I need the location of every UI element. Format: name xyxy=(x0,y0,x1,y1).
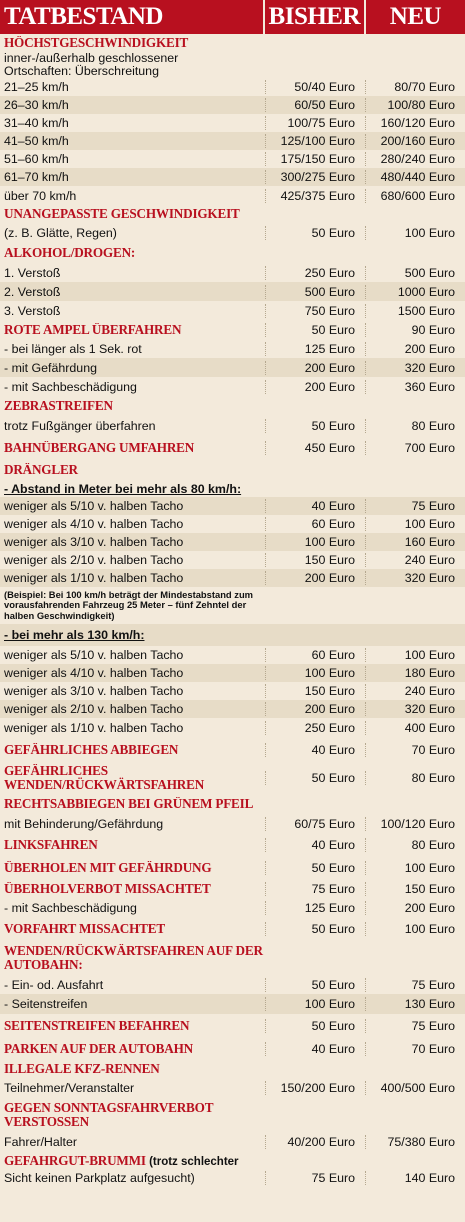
fine-old: 425/375 Euro xyxy=(265,189,365,203)
header-offense: TATBESTAND xyxy=(4,3,163,30)
fine-new: 480/440 Euro xyxy=(365,170,465,184)
fine-new: 80 Euro xyxy=(365,419,465,433)
row-label-text: - mit Sachbeschädigung xyxy=(4,901,137,915)
table-header xyxy=(0,0,465,34)
row-label xyxy=(0,342,265,356)
fine-new: 80 Euro xyxy=(365,771,465,785)
table-row xyxy=(0,1152,465,1170)
table-row xyxy=(0,320,465,340)
fine-new: 100/120 Euro xyxy=(365,817,465,831)
fine-new: 70 Euro xyxy=(365,743,465,757)
fine-new: 1000 Euro xyxy=(365,285,465,299)
fine-new: 320 Euro xyxy=(365,571,465,585)
row-label-text: weniger als 2/10 v. halben Tacho xyxy=(4,553,184,567)
fine-new: 500 Euro xyxy=(365,266,465,280)
table-row xyxy=(0,51,465,64)
table-body xyxy=(0,34,465,1185)
row-label-text: 31–40 km/h xyxy=(4,116,69,130)
fine-old: 100 Euro xyxy=(265,535,365,549)
row-label xyxy=(0,535,265,549)
table-row xyxy=(0,879,465,898)
row-label-text: weniger als 3/10 v. halben Tacho xyxy=(4,535,184,549)
table-row xyxy=(0,814,465,833)
header-new: NEU xyxy=(364,0,465,34)
fine-new: 280/240 Euro xyxy=(365,152,465,166)
row-label-text: (Beispiel: Bei 100 km/h beträgt der Mindestabstand zum vorausfahrenden Fahrzeug 25 Meter – fünf Zehntel der halben Geschwindigkeit) xyxy=(4,589,254,621)
row-label xyxy=(0,1042,265,1056)
fine-new: 90 Euro xyxy=(365,323,465,337)
row-label xyxy=(0,1101,265,1129)
row-label xyxy=(0,441,265,455)
fine-old: 100 Euro xyxy=(265,666,365,680)
table-row xyxy=(0,1132,465,1152)
row-label xyxy=(0,80,265,94)
row-label xyxy=(0,721,265,735)
table-row xyxy=(0,587,465,624)
row-label-text: - Seitenstreifen xyxy=(4,997,88,1011)
fine-old: 150/200 Euro xyxy=(265,1081,365,1095)
table-row xyxy=(0,940,465,975)
fine-old: 50 Euro xyxy=(265,419,365,433)
row-label xyxy=(0,36,265,50)
row-label xyxy=(0,797,265,811)
row-label xyxy=(0,648,265,662)
row-label xyxy=(0,323,265,337)
fine-old: 200 Euro xyxy=(265,702,365,716)
row-label-text: - mit Sachbeschädigung xyxy=(4,379,137,394)
row-label xyxy=(0,98,265,112)
table-row xyxy=(0,856,465,879)
row-label xyxy=(0,1062,265,1076)
fine-old: 50 Euro xyxy=(265,771,365,785)
row-label xyxy=(0,922,265,936)
row-label-text: trotz Fußgänger überfahren xyxy=(4,419,156,433)
fine-new: 100 Euro xyxy=(365,517,465,531)
row-label-text: VORFAHRT MISSACHTET xyxy=(4,922,165,936)
table-row xyxy=(0,1037,465,1060)
table-row xyxy=(0,761,465,794)
row-label-text: Fahrer/Halter xyxy=(4,1135,77,1149)
row-label xyxy=(0,399,265,413)
table-row xyxy=(0,459,465,480)
row-label xyxy=(0,285,265,299)
row-label-text: mit Behinderung/Gefährdung xyxy=(4,816,164,831)
row-label xyxy=(0,170,265,184)
table-row xyxy=(0,243,465,263)
fine-old: 50 Euro xyxy=(265,978,365,992)
row-label xyxy=(0,838,265,852)
fine-new: 80 Euro xyxy=(365,838,465,852)
fine-old: 150 Euro xyxy=(265,684,365,698)
fine-new: 360 Euro xyxy=(365,380,465,394)
table-row xyxy=(0,223,465,243)
row-label-text: (z. B. Glätte, Regen) xyxy=(4,226,117,240)
row-label-text: weniger als 3/10 v. halben Tacho xyxy=(4,684,184,698)
row-label-text: HÖCHSTGESCHWINDIGKEIT xyxy=(4,35,189,50)
fine-new: 400 Euro xyxy=(365,721,465,735)
fine-old: 75 Euro xyxy=(265,882,365,896)
fine-old: 40/200 Euro xyxy=(265,1135,365,1149)
fine-new: 80/70 Euro xyxy=(365,80,465,94)
table-row xyxy=(0,396,465,416)
row-label-text: - mit Gefährdung xyxy=(4,360,97,375)
row-label-text: 26–30 km/h xyxy=(4,98,69,112)
fine-old: 40 Euro xyxy=(265,499,365,513)
table-row xyxy=(0,682,465,700)
fine-new: 75 Euro xyxy=(365,499,465,513)
row-label xyxy=(0,764,265,792)
table-row xyxy=(0,1170,465,1185)
row-label-text: BAHNÜBERGANG UMFAHREN xyxy=(4,440,195,455)
fine-new: 320 Euro xyxy=(365,361,465,375)
fine-old: 150 Euro xyxy=(265,553,365,567)
row-label xyxy=(0,1154,265,1169)
row-label xyxy=(0,882,265,896)
table-row xyxy=(0,436,465,459)
fine-new: 100/80 Euro xyxy=(365,98,465,112)
table-row xyxy=(0,533,465,551)
table-row xyxy=(0,114,465,132)
row-label-text: weniger als 4/10 v. halben Tacho xyxy=(4,666,184,680)
row-label-text: GEFÄHRLICHES ABBIEGEN xyxy=(4,742,179,757)
table-row xyxy=(0,64,465,78)
fine-old: 40 Euro xyxy=(265,1042,365,1056)
row-label-text: weniger als 5/10 v. halben Tacho xyxy=(4,648,184,662)
row-label-text: 51–60 km/h xyxy=(4,152,69,166)
fine-old: 125/100 Euro xyxy=(265,134,365,148)
fine-old: 450 Euro xyxy=(265,441,365,455)
row-label-text: ÜBERHOLVERBOT MISSACHTET xyxy=(4,881,211,896)
fine-new: 100 Euro xyxy=(365,226,465,240)
fine-new: 130 Euro xyxy=(365,997,465,1011)
row-label-text: weniger als 1/10 v. halben Tacho xyxy=(4,571,184,585)
table-row xyxy=(0,994,465,1014)
table-row xyxy=(0,738,465,761)
row-label xyxy=(0,1019,265,1033)
row-label xyxy=(0,944,265,972)
row-label xyxy=(0,978,265,992)
fine-new: 1500 Euro xyxy=(365,304,465,318)
row-label-suffix: (trotz schlechter xyxy=(145,1155,239,1168)
row-label xyxy=(0,571,265,585)
row-label-text: 41–50 km/h xyxy=(4,134,69,148)
row-label xyxy=(0,189,265,203)
fine-old: 200 Euro xyxy=(265,361,365,375)
table-row xyxy=(0,975,465,994)
table-row xyxy=(0,78,465,96)
table-row xyxy=(0,132,465,150)
fine-old: 175/150 Euro xyxy=(265,152,365,166)
table-row xyxy=(0,664,465,682)
fine-new: 70 Euro xyxy=(365,1042,465,1056)
row-label-text: PARKEN AUF DER AUTOBAHN xyxy=(4,1041,193,1056)
table-row xyxy=(0,34,465,51)
fine-new: 200 Euro xyxy=(365,342,465,356)
fine-new: 160 Euro xyxy=(365,535,465,549)
fine-new: 150 Euro xyxy=(365,882,465,896)
table-row xyxy=(0,646,465,664)
table-row xyxy=(0,515,465,533)
table-row xyxy=(0,1098,465,1132)
table-row xyxy=(0,186,465,205)
row-label-text: ALKOHOL/DROGEN: xyxy=(4,246,136,260)
row-label xyxy=(0,901,265,915)
fine-old: 100 Euro xyxy=(265,997,365,1011)
row-label-text: Ortschaften: Überschreitung xyxy=(4,64,159,78)
row-label-text: WENDEN/RÜCKWÄRTSFAHREN AUF DER AUTOBAHN: xyxy=(4,943,263,972)
fine-old: 60 Euro xyxy=(265,648,365,662)
fine-new: 100 Euro xyxy=(365,861,465,875)
row-label xyxy=(0,380,265,394)
row-label-text: 21–25 km/h xyxy=(4,80,69,94)
row-label xyxy=(0,743,265,757)
fine-new: 180 Euro xyxy=(365,666,465,680)
fine-old: 75 Euro xyxy=(265,1171,365,1185)
row-label xyxy=(0,817,265,831)
row-label-text: 61–70 km/h xyxy=(4,170,69,184)
fine-old: 300/275 Euro xyxy=(265,170,365,184)
table-row xyxy=(0,263,465,282)
fine-old: 125 Euro xyxy=(265,342,365,356)
table-row xyxy=(0,918,465,940)
fine-new: 100 Euro xyxy=(365,922,465,936)
table-row xyxy=(0,551,465,569)
row-label-text: Teilnehmer/Veranstalter xyxy=(4,1081,135,1095)
row-label-text: weniger als 1/10 v. halben Tacho xyxy=(4,721,184,735)
fine-new: 320 Euro xyxy=(365,702,465,716)
fine-new: 680/600 Euro xyxy=(365,189,465,203)
row-label-text: ILLEGALE KFZ-RENNEN xyxy=(4,1062,160,1076)
row-label-text: DRÄNGLER xyxy=(4,462,78,477)
fine-new: 200 Euro xyxy=(365,901,465,915)
table-row xyxy=(0,377,465,396)
row-label-text: GEGEN SONNTAGSFAHRVERBOT VERSTOSSEN xyxy=(4,1101,214,1129)
row-label xyxy=(0,116,265,130)
fine-new: 100 Euro xyxy=(365,648,465,662)
table-row xyxy=(0,168,465,186)
fine-old: 50 Euro xyxy=(265,226,365,240)
row-label-text: GEFAHRGUT-BRUMMI xyxy=(4,1153,146,1168)
fine-old: 50 Euro xyxy=(265,922,365,936)
row-label xyxy=(0,702,265,716)
fine-old: 50 Euro xyxy=(265,323,365,337)
table-row xyxy=(0,1060,465,1078)
row-label xyxy=(0,463,265,477)
fine-old: 250 Euro xyxy=(265,266,365,280)
row-label-text: 3. Verstoß xyxy=(4,303,61,318)
row-label xyxy=(0,226,265,240)
table-row xyxy=(0,340,465,358)
table-row xyxy=(0,569,465,587)
row-label xyxy=(0,419,265,433)
fine-new: 160/120 Euro xyxy=(365,116,465,130)
row-label xyxy=(0,64,265,78)
row-label-text: ÜBERHOLEN MIT GEFÄHRDUNG xyxy=(4,860,212,875)
row-label xyxy=(0,152,265,166)
fine-new: 75/380 Euro xyxy=(365,1135,465,1149)
table-row xyxy=(0,205,465,223)
row-label xyxy=(0,590,265,622)
row-label-text: ZEBRASTREIFEN xyxy=(4,399,113,413)
table-row xyxy=(0,624,465,646)
fine-old: 500 Euro xyxy=(265,285,365,299)
row-label-text: über 70 km/h xyxy=(4,188,77,203)
table-row xyxy=(0,301,465,320)
table-row xyxy=(0,497,465,515)
fine-new: 75 Euro xyxy=(365,1019,465,1033)
row-label xyxy=(0,997,265,1011)
row-label-text: LINKSFAHREN xyxy=(4,837,98,852)
row-label-text: ROTE AMPEL ÜBERFAHREN xyxy=(4,323,182,337)
fine-old: 50 Euro xyxy=(265,861,365,875)
row-label xyxy=(0,51,265,65)
row-label xyxy=(0,553,265,567)
row-label-text: 2. Verstoß xyxy=(4,284,61,299)
table-row xyxy=(0,282,465,301)
row-label-text: weniger als 4/10 v. halben Tacho xyxy=(4,517,184,531)
row-label xyxy=(0,666,265,680)
fine-old: 50/40 Euro xyxy=(265,80,365,94)
row-label xyxy=(0,304,265,318)
table-row xyxy=(0,150,465,168)
row-label-text: GEFÄHRLICHES WENDEN/RÜCKWÄRTSFAHREN xyxy=(4,763,205,792)
row-label-text: SEITENSTREIFEN BEFAHREN xyxy=(4,1018,190,1033)
row-label xyxy=(0,134,265,148)
row-label-text: - bei länger als 1 Sek. rot xyxy=(4,342,142,356)
table-row xyxy=(0,718,465,738)
fine-old: 200 Euro xyxy=(265,380,365,394)
row-label-text: inner-/außerhalb geschlossener xyxy=(4,50,179,65)
table-row xyxy=(0,794,465,814)
row-label-text: weniger als 5/10 v. halben Tacho xyxy=(4,499,184,513)
fine-new: 200/160 Euro xyxy=(365,134,465,148)
table-row xyxy=(0,700,465,718)
fine-new: 140 Euro xyxy=(365,1171,465,1185)
table-row xyxy=(0,96,465,114)
row-label xyxy=(0,482,265,496)
fine-old: 60/50 Euro xyxy=(265,98,365,112)
row-label xyxy=(0,499,265,513)
fine-old: 200 Euro xyxy=(265,571,365,585)
row-label-text: - Ein- od. Ausfahrt xyxy=(4,977,104,992)
table-row xyxy=(0,833,465,856)
row-label xyxy=(0,266,265,280)
row-label-text: weniger als 2/10 v. halben Tacho xyxy=(4,702,184,716)
row-label xyxy=(0,628,265,642)
row-label xyxy=(0,1135,265,1149)
fine-new: 240 Euro xyxy=(365,553,465,567)
fine-old: 40 Euro xyxy=(265,838,365,852)
fine-new: 700 Euro xyxy=(365,441,465,455)
row-label xyxy=(0,861,265,875)
row-label xyxy=(0,517,265,531)
row-label-text: - Abstand in Meter bei mehr als 80 km/h: xyxy=(4,481,242,496)
fine-old: 100/75 Euro xyxy=(265,116,365,130)
table-row xyxy=(0,480,465,497)
row-label xyxy=(0,207,265,221)
fine-old: 50 Euro xyxy=(265,1019,365,1033)
row-label xyxy=(0,246,265,260)
row-label-text: 1. Verstoß xyxy=(4,265,61,280)
fine-new: 75 Euro xyxy=(365,978,465,992)
table-row xyxy=(0,358,465,377)
row-label-text: UNANGEPASSTE GESCHWINDIGKEIT xyxy=(4,207,240,221)
row-label xyxy=(0,1171,265,1185)
row-label xyxy=(0,361,265,375)
fine-new: 240 Euro xyxy=(365,684,465,698)
fine-old: 60 Euro xyxy=(265,517,365,531)
table-row xyxy=(0,1014,465,1037)
row-label-text: RECHTSABBIEGEN BEI GRÜNEM PFEIL xyxy=(4,797,254,811)
table-row xyxy=(0,416,465,436)
row-label xyxy=(0,1081,265,1095)
fine-old: 750 Euro xyxy=(265,304,365,318)
table-row xyxy=(0,898,465,918)
row-label-text: - bei mehr als 130 km/h: xyxy=(4,628,145,642)
fine-new: 400/500 Euro xyxy=(365,1081,465,1095)
row-label-text: Sicht keinen Parkplatz aufgesucht) xyxy=(4,1170,195,1185)
fine-old: 60/75 Euro xyxy=(265,817,365,831)
header-old: BISHER xyxy=(263,0,364,34)
table-row xyxy=(0,1078,465,1098)
fine-old: 40 Euro xyxy=(265,743,365,757)
fine-old: 250 Euro xyxy=(265,721,365,735)
row-label xyxy=(0,684,265,698)
fine-old: 125 Euro xyxy=(265,901,365,915)
